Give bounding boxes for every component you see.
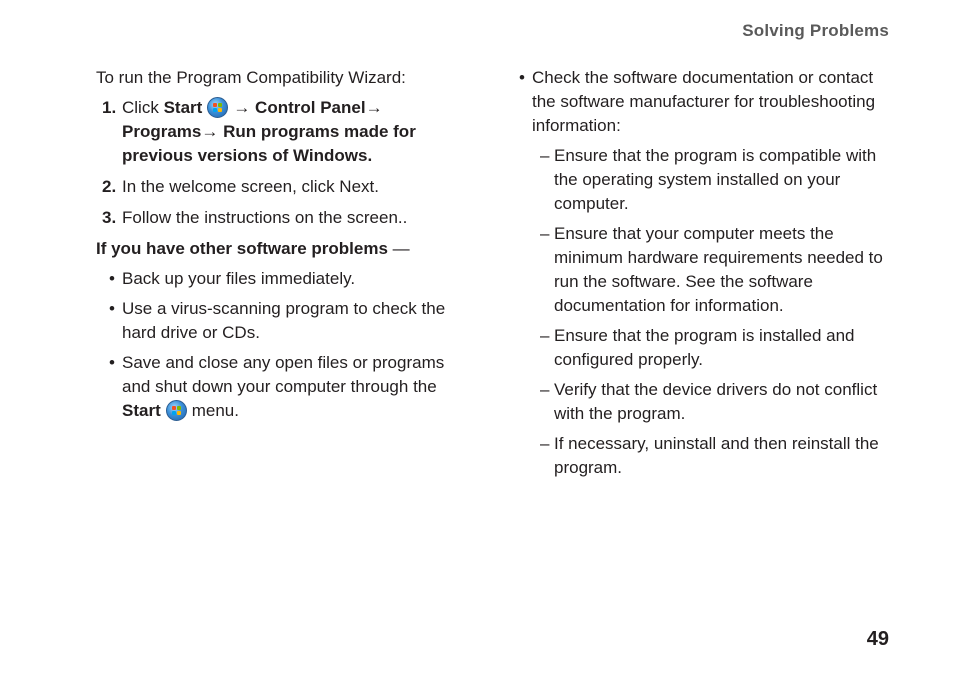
- step-text: Follow the instructions on the screen..: [122, 208, 408, 227]
- control-panel-label: Control Panel: [255, 98, 366, 117]
- list-item-text: Use a virus-scanning program to check the hard drive or CDs.: [122, 299, 446, 342]
- right-column: [519, 66, 889, 486]
- sub-item-text: Ensure that the program is compatible with the operating system installed on your computer.: [554, 146, 877, 213]
- dash-glyph: –: [540, 380, 550, 399]
- dash-glyph: –: [540, 326, 550, 345]
- page-number: 49: [866, 628, 889, 650]
- list-item: [96, 297, 476, 345]
- sub-item-text: Verify that the device drivers do not conflict with the program.: [554, 380, 878, 423]
- dash-glyph: –: [540, 224, 550, 243]
- start-label: Start: [122, 401, 161, 420]
- sub-item-text: Ensure that the program is installed and configured properly.: [554, 326, 855, 369]
- sub-list-item: [519, 378, 889, 426]
- sub-list-item: [519, 222, 889, 318]
- sub-item-text: Ensure that your computer meets the minimum hardware requirements needed to run the software. See the software documentation for information.: [554, 224, 883, 315]
- windows-start-icon: [207, 97, 228, 118]
- step-text: In the welcome screen, click Next.: [122, 177, 379, 196]
- heading-text: If you have other software problems: [96, 239, 388, 258]
- sub-list-item: [519, 324, 889, 372]
- list-item: [519, 66, 889, 138]
- arrow-glyph: →: [233, 98, 251, 117]
- list-item-text: Save and close any open files or programs and shut down your computer through the: [122, 353, 445, 396]
- step-number: 1.: [102, 98, 117, 117]
- click-text: Click: [122, 98, 159, 117]
- left-column: [96, 66, 476, 429]
- arrow-glyph: →: [365, 98, 383, 117]
- dash-glyph: –: [540, 434, 550, 453]
- run-programs-label: Run programs made for previous versions of Windows.: [122, 122, 416, 165]
- list-item-text: Check the software documentation or contact the software manufacturer for troubleshooting information:: [532, 68, 876, 135]
- sub-list-item: [519, 432, 889, 480]
- start-label: Start: [163, 98, 203, 117]
- dash-glyph: –: [540, 146, 550, 165]
- em-dash: —: [392, 239, 410, 258]
- sub-list-item: [519, 144, 889, 216]
- section-title: Solving Problems: [742, 21, 889, 40]
- list-item: [96, 351, 476, 423]
- intro-text: To run the Program Compatibility Wizard:: [96, 68, 406, 87]
- step-number: 3.: [102, 208, 117, 227]
- list-item: [96, 267, 476, 291]
- step-number: 2.: [102, 177, 117, 196]
- step-1: [96, 96, 476, 168]
- step-3: [96, 206, 476, 230]
- step-2: [96, 175, 476, 199]
- programs-label: Programs: [122, 122, 202, 141]
- bullet-glyph: •: [109, 269, 115, 288]
- arrow-glyph: →: [201, 122, 219, 141]
- other-problems-heading: [96, 237, 476, 261]
- bullet-glyph: •: [109, 299, 115, 318]
- menu-text: menu.: [191, 401, 239, 420]
- sub-item-text: If necessary, uninstall and then reinstall the program.: [554, 434, 879, 477]
- list-item-text: Back up your files immediately.: [122, 269, 356, 288]
- bullet-glyph: •: [109, 353, 115, 372]
- windows-start-icon: [166, 400, 187, 421]
- bullet-glyph: •: [519, 68, 525, 87]
